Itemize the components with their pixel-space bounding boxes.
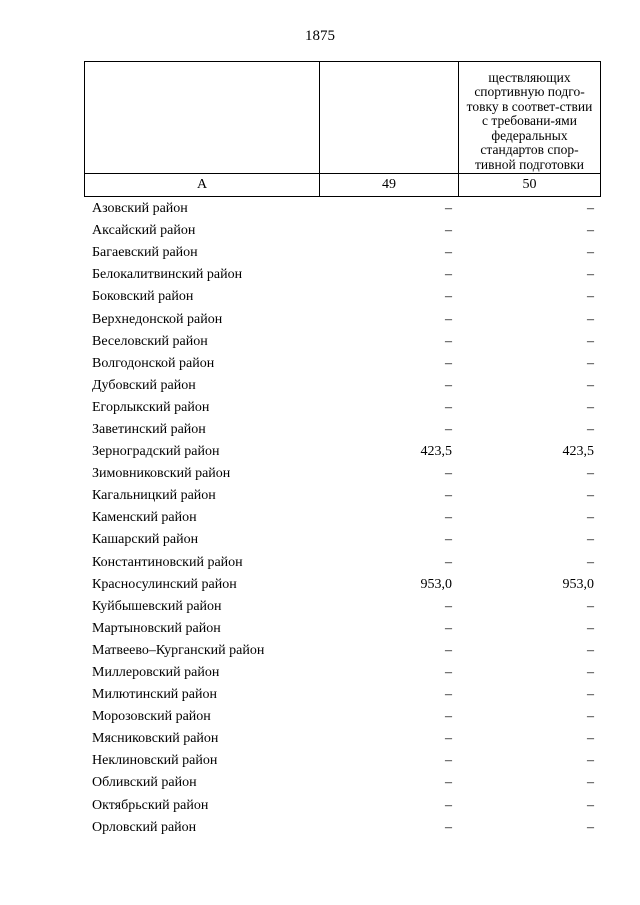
table-row (84, 198, 600, 220)
district-name: Мясниковский район (92, 731, 219, 747)
value-col50: – (587, 421, 594, 437)
table-row (84, 750, 600, 772)
district-name: Зерноградский район (92, 444, 220, 460)
value-col49: – (445, 665, 452, 681)
header-cell-names (85, 62, 320, 174)
value-col50: – (587, 267, 594, 283)
page-number: 1875 (305, 28, 335, 44)
value-col49: – (445, 532, 452, 548)
district-name: Кашарский район (92, 532, 199, 548)
district-name: Красносулинский район (92, 576, 237, 592)
value-col50: – (587, 598, 594, 614)
value-col49: – (445, 775, 452, 791)
value-col50: – (587, 687, 594, 703)
value-col49: 423,5 (420, 444, 452, 460)
value-col49: – (445, 267, 452, 283)
value-col49: 953,0 (420, 576, 452, 592)
value-col49: – (445, 554, 452, 570)
district-name: Зимовниковский район (92, 466, 231, 482)
district-name: Волгодонской район (92, 355, 215, 371)
value-col50: – (587, 466, 594, 482)
table-row (84, 353, 600, 375)
table-row (84, 817, 600, 839)
district-name: Обливский район (92, 775, 197, 791)
value-col49: – (445, 311, 452, 327)
district-name: Орловский район (92, 819, 197, 835)
table-row (84, 507, 600, 529)
value-col49: – (445, 289, 452, 305)
district-name: Миллеровский район (92, 665, 220, 681)
value-col49: – (445, 355, 452, 371)
table-row (84, 375, 600, 397)
value-col50: – (587, 709, 594, 725)
value-col49: – (445, 201, 452, 217)
value-col49: – (445, 377, 452, 393)
value-col49: – (445, 488, 452, 504)
value-col50: – (587, 819, 594, 835)
value-col50: – (587, 642, 594, 658)
district-name: Каменский район (92, 510, 197, 526)
district-name: Веселовский район (92, 333, 208, 349)
table-row (84, 308, 600, 330)
header-cell-col50 (459, 62, 601, 174)
table-row (84, 795, 600, 817)
table-row (84, 640, 600, 662)
value-col50: 423,5 (562, 444, 594, 460)
district-name: Верхнедонской район (92, 311, 223, 327)
table-row (84, 728, 600, 750)
header-text-row (85, 62, 601, 174)
district-name: Аксайский район (92, 223, 196, 239)
value-col50: – (587, 399, 594, 415)
table-row (84, 574, 600, 596)
value-col50: – (587, 377, 594, 393)
district-name: Куйбышевский район (92, 598, 222, 614)
table-row (84, 529, 600, 551)
value-col50: – (587, 797, 594, 813)
value-col49: – (445, 466, 452, 482)
value-col50: – (587, 289, 594, 305)
district-name: Кагальницкий район (92, 488, 216, 504)
value-col50: – (587, 245, 594, 261)
district-name: Милютинский район (92, 687, 218, 703)
value-col50: – (587, 510, 594, 526)
table-row (84, 264, 600, 286)
table-row (84, 706, 600, 728)
value-col49: – (445, 333, 452, 349)
header-cell-col49 (320, 62, 459, 174)
table-row (84, 441, 600, 463)
district-name: Дубовский район (92, 377, 196, 393)
value-col50: – (587, 620, 594, 636)
value-col50: – (587, 355, 594, 371)
value-col50: – (587, 488, 594, 504)
district-name: Боковский район (92, 289, 194, 305)
value-col49: – (445, 642, 452, 658)
column-number-a: А (85, 174, 320, 197)
table-row (84, 397, 600, 419)
value-col50: – (587, 201, 594, 217)
table-row (84, 463, 600, 485)
district-name: Константиновский район (92, 554, 243, 570)
header-col50-text: ществляющих спортивную подго-товку в соответ-ствии с требовани-ями федеральных стандартов спор-тивной подготовки (466, 69, 593, 172)
table-row (84, 286, 600, 308)
value-col49: – (445, 421, 452, 437)
district-name: Октябрьский район (92, 797, 209, 813)
table-row (84, 596, 600, 618)
table-row (84, 684, 600, 706)
column-number-row (85, 174, 601, 197)
district-name: Морозовский район (92, 709, 211, 725)
value-col50: – (587, 775, 594, 791)
district-name: Азовский район (92, 201, 188, 217)
value-col50: – (587, 554, 594, 570)
table-row (84, 552, 600, 574)
value-col49: – (445, 753, 452, 769)
table-row (84, 419, 600, 441)
table-row (84, 220, 600, 242)
district-name: Заветинский район (92, 421, 206, 437)
value-col49: – (445, 731, 452, 747)
value-col49: – (445, 245, 452, 261)
value-col50: – (587, 532, 594, 548)
table-row (84, 772, 600, 794)
value-col49: – (445, 399, 452, 415)
table-row (84, 485, 600, 507)
table-row (84, 618, 600, 640)
value-col49: – (445, 709, 452, 725)
table-header (84, 61, 601, 197)
table-body (84, 198, 600, 839)
column-number-50: 50 (459, 174, 601, 197)
value-col50: 953,0 (562, 576, 594, 592)
value-col50: – (587, 311, 594, 327)
district-name: Багаевский район (92, 245, 198, 261)
column-number-49: 49 (320, 174, 459, 197)
value-col50: – (587, 731, 594, 747)
value-col50: – (587, 753, 594, 769)
district-name: Белокалитвинский район (92, 267, 243, 283)
value-col50: – (587, 333, 594, 349)
table-row (84, 242, 600, 264)
table-row (84, 662, 600, 684)
district-name: Мартыновский район (92, 620, 221, 636)
district-name: Егорлыкский район (92, 399, 210, 415)
district-name: Неклиновский район (92, 753, 218, 769)
value-col49: – (445, 797, 452, 813)
value-col49: – (445, 598, 452, 614)
value-col49: – (445, 819, 452, 835)
value-col49: – (445, 223, 452, 239)
value-col49: – (445, 620, 452, 636)
value-col50: – (587, 223, 594, 239)
value-col50: – (587, 665, 594, 681)
district-name: Матвеево–Курганский район (92, 642, 265, 658)
table-row (84, 331, 600, 353)
value-col49: – (445, 510, 452, 526)
value-col49: – (445, 687, 452, 703)
